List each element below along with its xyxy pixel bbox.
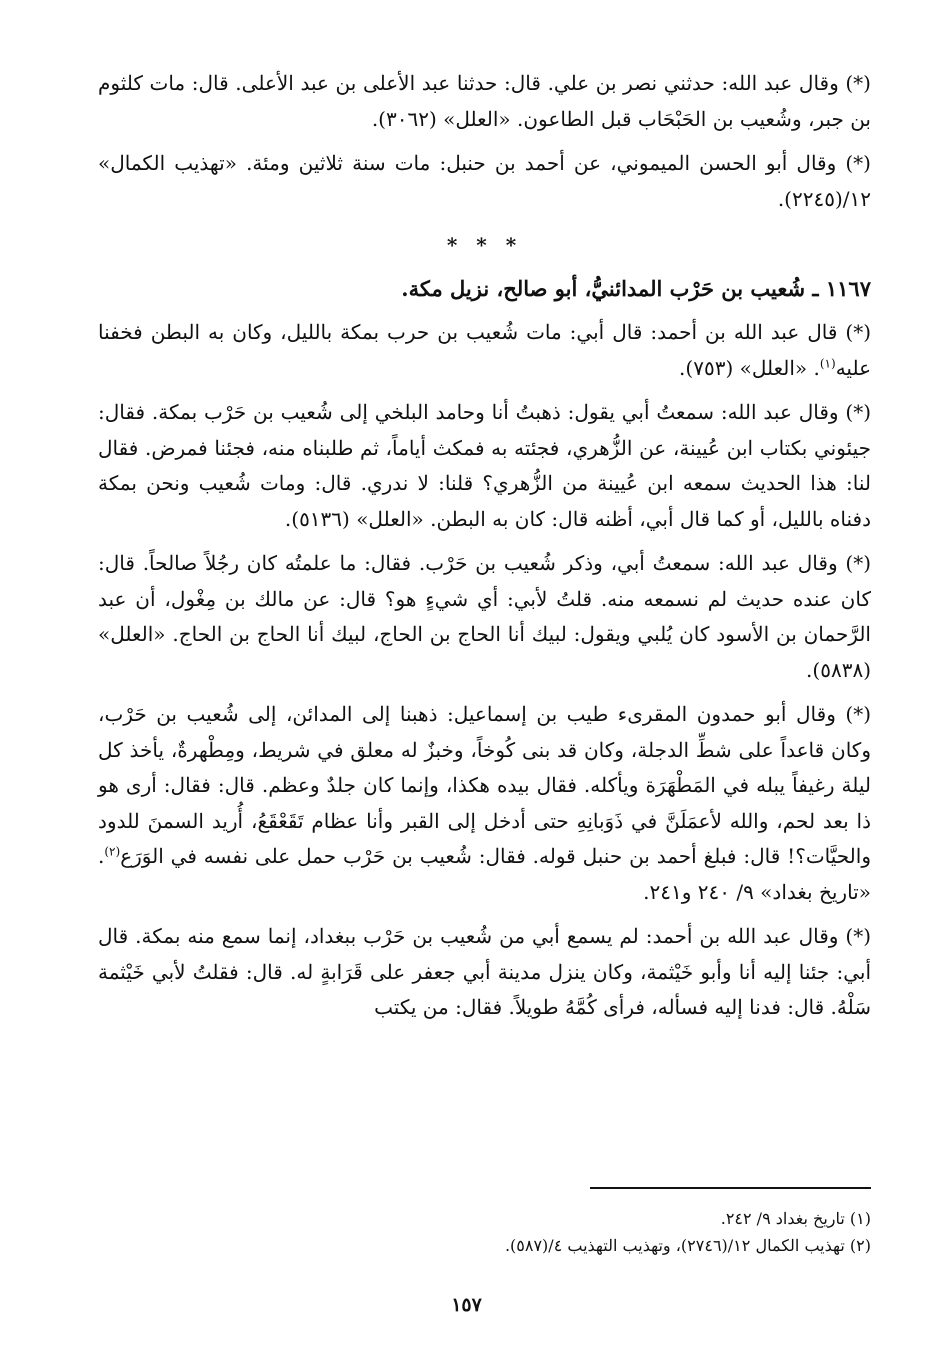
section-separator: * * * (446, 233, 523, 257)
paragraph-1: (*) وقال عبد الله: حدثني نصر بن علي. قال: حدثنا عبد الأعلى بن عبد الأعلى. قال: مات كلثوم بن جبر، وشُعيب بن الحَبْحَاب قبل الطاعون. «العلل» (٣٠٦٢). (98, 71, 871, 131)
footnote-ref-2: (٢) (104, 844, 121, 859)
page-number: ١٥٧ (451, 1294, 482, 1316)
footnote-2: (٢) تهذيب الكمال ١٢/(٢٧٤٦)، وتهذيب التهذيب ٤/(٥٨٧). (504, 1236, 871, 1255)
footnote-divider (590, 1187, 871, 1189)
footnotes (98, 1205, 871, 1259)
entry-paragraph-4-text: (*) وقال أبو حمدون المقرىء طيب بن إسماعيل: ذهبنا إلى المدائن، إلى شُعيب بن حَرْب، وكان قاعداً على شطِّ الدجلة، وكان قد بنى كُوخاً، وخبزٌ له معلق في شريط، ومِطْهرةٌ، يأخذ كل ليلة رغيفاً يبله في المَطْهَرَة ويأكله. فقال بيده هكذا، وإنما كان جلدٌ وعظم. قال: فقال: أرى هو ذا بعد لحم، والله لأعمَلَنَّ في ذَوَبانِهِ حتى أدخل إلى القبر وأنا عظام تَقَعْقَعُ، أُريد السمنَ للدود والحيَّات؟! قال: فبلغ أحمد بن حنبل قوله. فقال: شُعيب بن حَرْب حمل على نفسه في الوَرَع (98, 702, 871, 868)
footnote-ref-1: (١) (819, 355, 836, 370)
entry-paragraph-5: (*) وقال عبد الله بن أحمد: لم يسمع أبي من شُعيب بن حَرْب ببغداد، إنما سمع منه بمكة. قال أبي: جئنا إليه أنا وأبو خَيْثمة، وكان ينزل مدينة أبي جعفر على قَرَابةٍ له. قال: فقلتُ لأبي خَيْثمة سَلْهُ. قال: فدنا إليه فسأله، فرأى كُمَّهُ طويلاً. فقال: من يكتب (98, 924, 871, 1019)
entry-paragraph-3: (*) وقال عبد الله: سمعتُ أبي، وذكر شُعيب بن حَرْب. فقال: ما علمتُه كان رجُلاً صالحاً. قال: كان عنده حديث لم نسمعه منه. قلتُ لأبي: أي شيءٍ هو؟ قال: عن مالك بن مِغْول، أن عبد الرَّحمان بن الأسود كان يُلبي ويقول: لبيك أنا الحاج بن الحاج، لبيك أنا الحاج بن الحاج. «العلل» (٥٨٣٨). (98, 551, 871, 682)
footnote-1: (١) تاريخ بغداد ٩/ ٢٤٢. (720, 1209, 871, 1228)
entry-paragraph-1-text: (*) قال عبد الله بن أحمد: قال أبي: مات شُعيب بن حرب بمكة بالليل، وكان به البطن فخفنا عليه (98, 320, 871, 380)
entry-paragraph-1 (98, 315, 871, 386)
entry-paragraph-4-tail: . «تاريخ بغداد» ٩/ ٢٤٠ و٢٤١. (98, 844, 871, 904)
paragraph-2: (*) وقال أبو الحسن الميموني، عن أحمد بن حنبل: مات سنة ثلاثين ومئة. «تهذيب الكمال» ١٢/(٢٢٤٥). (98, 151, 871, 211)
entry-paragraph-1-tail: . «العلل» (٧٥٣). (679, 355, 820, 380)
entry-heading: ١١٦٧ ـ شُعيب بن حَرْب المدائنيُّ، أبو صالح، نزيل مكة. (401, 276, 871, 301)
entry-paragraph-4 (98, 697, 871, 910)
entry-paragraph-2: (*) وقال عبد الله: سمعتُ أبي يقول: ذهبتُ أنا وحامد البلخي إلى شُعيب بن حَرْب بمكة. فقال: جيئوني بكتاب ابن عُيينة، عن الزُّهري، فجئته به فمكث أياماً، ثم طلبناه منه، فجئنا فمرض. فقال لنا: هذا الحديث سمعه ابن عُيينة من الزُّهري؟ قلنا: لا ندري. قال: ومات شُعيب ونحن بمكة دفناه بالليل، أو كما قال أبي، أظنه قال: كان به البطن. «العلل» (٥١٣٦). (98, 400, 871, 531)
